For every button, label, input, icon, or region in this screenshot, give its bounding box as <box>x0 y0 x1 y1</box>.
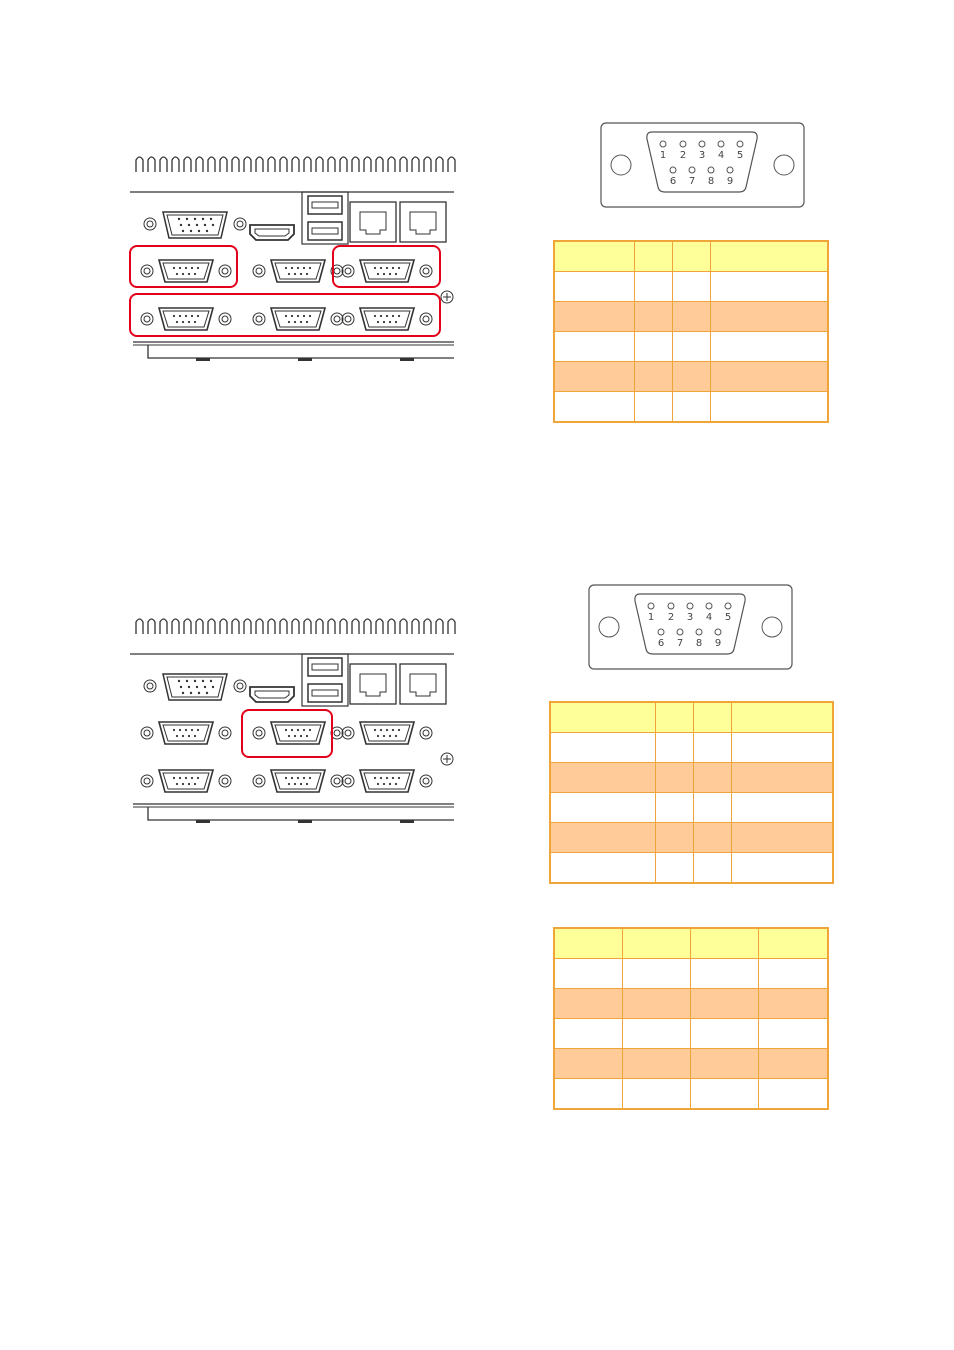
com-port-icon <box>141 722 231 744</box>
pin-number-label: 5 <box>736 150 744 161</box>
com-port-icon <box>342 722 432 744</box>
hdmi-port <box>250 225 294 240</box>
table-row <box>551 763 833 793</box>
com-port-icon <box>342 308 432 330</box>
table-row <box>551 733 833 763</box>
io-panel-bottom <box>128 612 463 827</box>
pin-number-label: 9 <box>714 638 722 649</box>
lan-ports <box>350 202 446 242</box>
pin-number-label: 1 <box>647 612 655 623</box>
pin-number-label: 8 <box>707 176 715 187</box>
com-port-icon <box>141 308 231 330</box>
com-port-icon <box>141 260 231 282</box>
table-header-row <box>555 929 828 959</box>
table-row <box>555 332 828 362</box>
pin-number-label: 8 <box>695 638 703 649</box>
com-port-icon <box>253 770 343 792</box>
table-row <box>551 823 833 853</box>
pin-number-label: 4 <box>717 150 725 161</box>
table-row <box>555 302 828 332</box>
pin-number-label: 7 <box>676 638 684 649</box>
pin-table-1 <box>554 241 828 422</box>
com-port-icon <box>253 722 343 744</box>
com-port-icon <box>342 770 432 792</box>
table-row <box>555 1079 828 1109</box>
table-row <box>555 392 828 422</box>
com-port-icon <box>253 260 343 282</box>
com-port-icon <box>141 770 231 792</box>
table-row <box>555 959 828 989</box>
com-highlight <box>333 246 440 287</box>
db9-connector-bottom <box>588 584 794 672</box>
table-row <box>551 853 833 883</box>
table-row <box>555 989 828 1019</box>
pin-number-label: 4 <box>705 612 713 623</box>
io-panel-top <box>128 150 463 365</box>
pin-table-3 <box>554 928 828 1109</box>
table-row <box>555 1019 828 1049</box>
vga-port <box>144 212 246 238</box>
table-row <box>555 272 828 302</box>
table-row <box>551 793 833 823</box>
pin-number-label: 5 <box>724 612 732 623</box>
usb-ports <box>302 192 348 244</box>
pin-number-label: 3 <box>698 150 706 161</box>
table-row <box>555 362 828 392</box>
table-header-row <box>551 703 833 733</box>
com-port-icon <box>253 308 343 330</box>
pin-number-label: 7 <box>688 176 696 187</box>
db9-connector-top <box>600 122 806 210</box>
com-port-icon <box>342 260 432 282</box>
pin-number-label: 2 <box>667 612 675 623</box>
vga-port <box>144 674 246 700</box>
pin-number-label: 2 <box>679 150 687 161</box>
table-row <box>555 1049 828 1079</box>
pin-number-label: 1 <box>659 150 667 161</box>
pin-table-2 <box>550 702 833 883</box>
pin-number-label: 6 <box>657 638 665 649</box>
usb-ports <box>302 654 348 706</box>
pin-number-label: 3 <box>686 612 694 623</box>
table-header-row <box>555 242 828 272</box>
pin-number-label: 6 <box>669 176 677 187</box>
heatsink-fins <box>136 619 455 634</box>
ground-screw-icon <box>441 291 453 303</box>
hdmi-port <box>250 687 294 702</box>
lan-ports <box>350 664 446 704</box>
heatsink-fins <box>136 157 455 172</box>
pin-number-label: 9 <box>726 176 734 187</box>
ground-screw-icon <box>441 753 453 765</box>
